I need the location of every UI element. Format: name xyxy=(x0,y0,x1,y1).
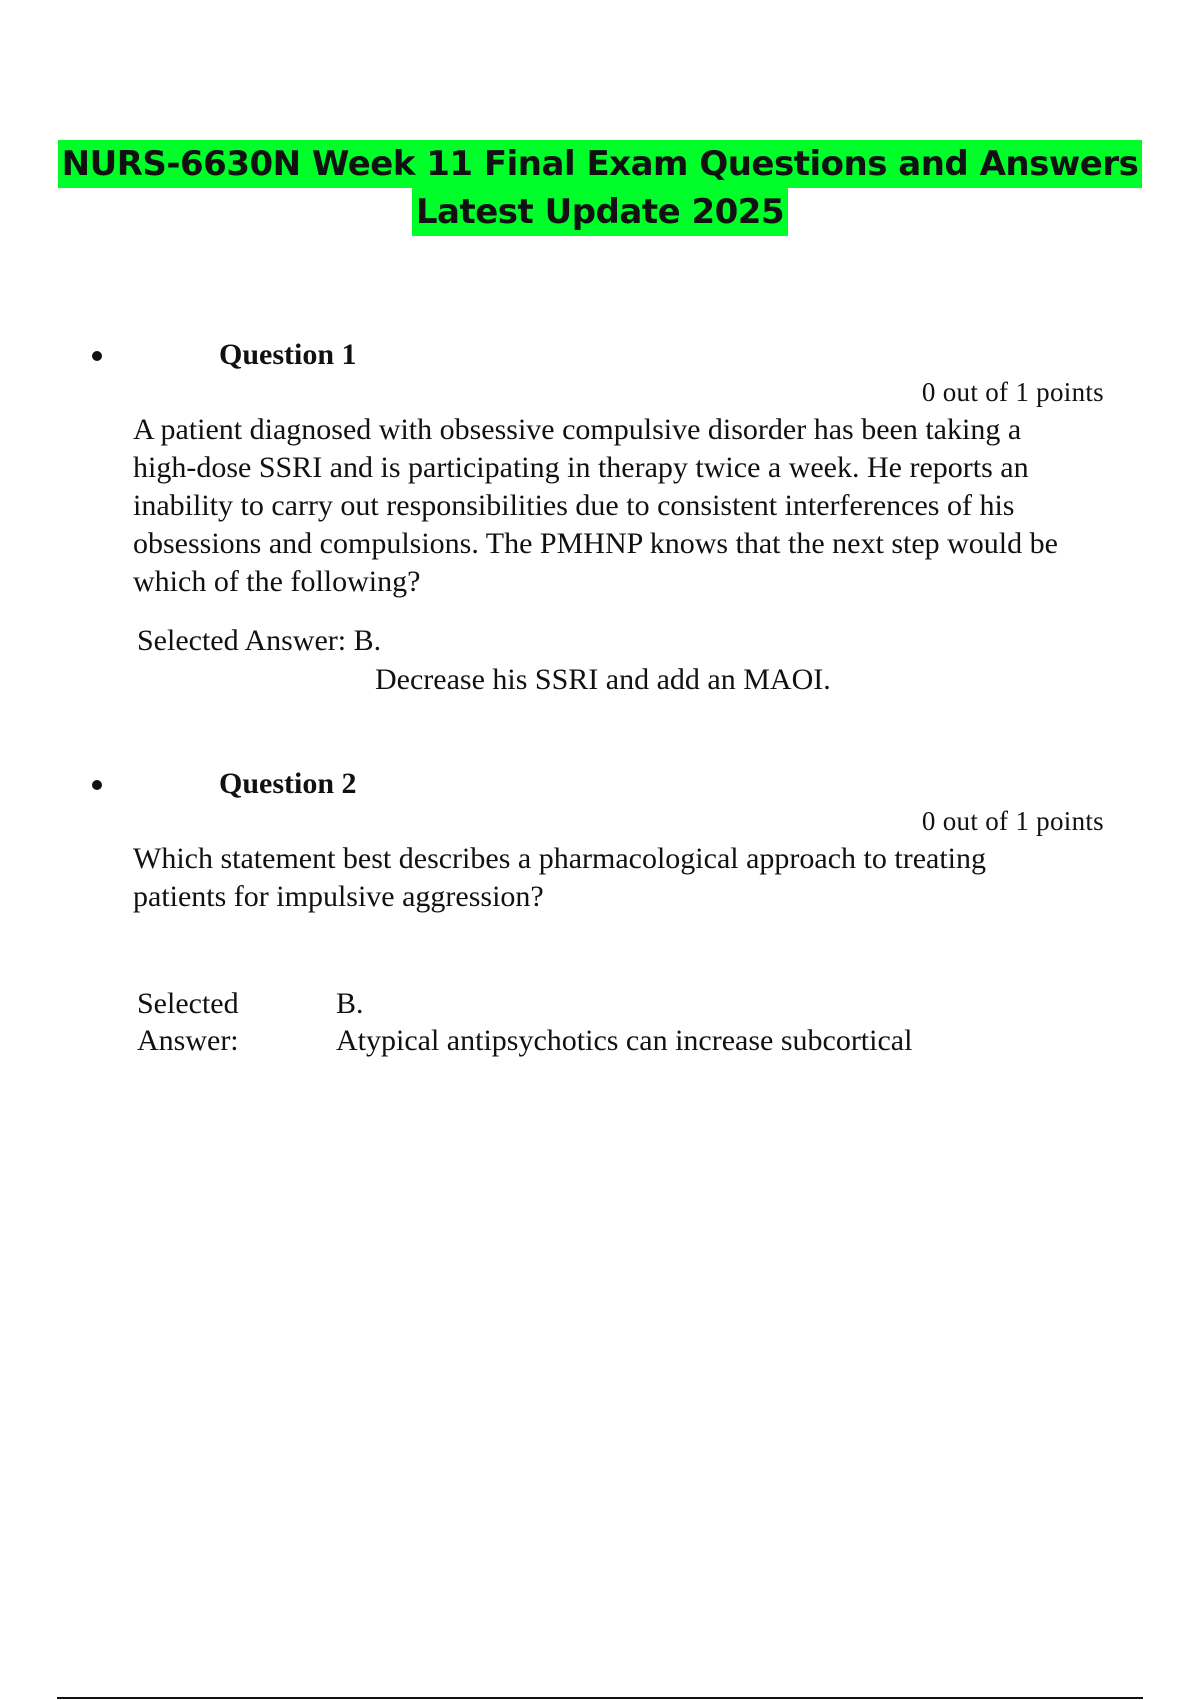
question-2-text: Which statement best describes a pharmacological approach to treating patients for impulsive aggression? xyxy=(133,842,986,913)
selected-label-line-1: Selected xyxy=(137,987,239,1020)
selected-answer-letter: B. xyxy=(336,987,364,1020)
selected-answer-letter: B. xyxy=(353,624,382,657)
selected-answer-label xyxy=(137,985,317,1059)
question-2-header xyxy=(0,766,1200,806)
question-2-points: 0 out of 1 points xyxy=(921,806,1104,836)
bullet-icon xyxy=(92,780,102,790)
question-2-title: Question 2 xyxy=(219,767,357,800)
selected-answer-text: Atypical antipsychotics can increase subcortical xyxy=(336,1024,913,1057)
question-1-selected-answer xyxy=(137,623,381,659)
question-1-title: Question 1 xyxy=(219,338,357,371)
document-title xyxy=(0,140,1200,236)
selected-answer-value xyxy=(336,985,1096,1059)
selected-label-line-2: Answer: xyxy=(137,1024,239,1057)
question-1-text: A patient diagnosed with obsessive compulsive disorder has been taking a high-dose SSRI and is participating in therapy twice a week. He reports an inability to carry out responsibilities due to consistent interferences of his obsessions and compulsions. The PMHNP knows that the next step would be which of the following? xyxy=(133,413,1058,598)
title-line-2: Latest Update 2025 xyxy=(412,188,788,236)
bullet-icon xyxy=(92,351,102,361)
footer-divider xyxy=(57,1697,1143,1699)
title-line-1: NURS-6630N Week 11 Final Exam Questions and Answers xyxy=(58,140,1143,188)
selected-answer-label: Selected Answer: xyxy=(137,624,347,657)
question-1-header xyxy=(0,337,1200,377)
question-1-answer-text: Decrease his SSRI and add an MAOI. xyxy=(375,663,831,696)
question-1-points: 0 out of 1 points xyxy=(921,377,1104,407)
